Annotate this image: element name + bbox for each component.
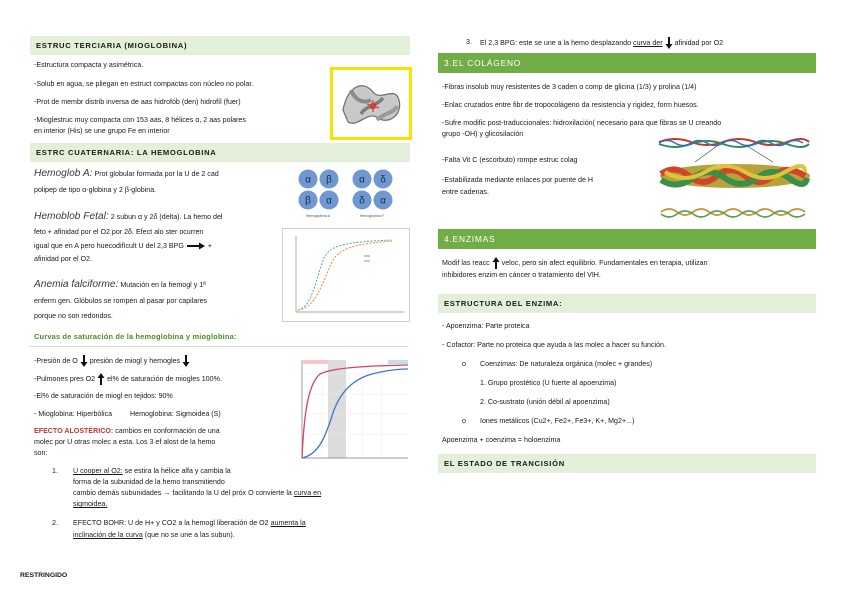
text: el% de saturación de miogles 100%. <box>107 374 222 383</box>
item-number: 2. <box>52 519 58 527</box>
text-line: -Solub en agua, se pliegan en estruct compactas con núcleo no polar. <box>34 80 254 88</box>
arrow-down-icon <box>182 355 190 367</box>
fetal-line-1 <box>34 212 223 222</box>
text: Modif las reacc <box>442 258 490 267</box>
estructura-sub-1: 1. Grupo prostético (U fuerte al apoenzima) <box>480 379 617 387</box>
bullet-icon: o <box>462 417 466 425</box>
text-underlined: inclinación de la curva <box>73 531 143 539</box>
subunit-label: β <box>305 195 311 207</box>
hemoglobin-subunits-diagram <box>296 167 412 219</box>
term-union-cooperativa: U cooper al O2: <box>73 467 123 475</box>
term-anemia-falciforme: Anemia falciforme: <box>34 279 119 290</box>
item-number: 1. <box>52 467 58 475</box>
estructura-sub-2: 2. Co-sustrato (unión débil al apoenzima) <box>480 398 610 406</box>
hba-line-1 <box>34 169 219 179</box>
arrow-up-icon <box>97 373 105 385</box>
text-underlined: curva en <box>293 489 322 497</box>
text: se estira la hélice alfa y cambia la <box>124 467 231 475</box>
section-title: 3.EL COLÁGENO <box>444 58 522 68</box>
text: (que no se une a las subun). <box>144 531 235 539</box>
enzimas-line-1 <box>442 257 708 269</box>
anemia-line-2: enferm gen. Glóbulos se rompen al pasar por capilares <box>34 297 208 305</box>
arrow-down-icon <box>80 355 88 367</box>
saturation-curves-chart <box>292 354 410 470</box>
myoglobin-structure-image <box>330 67 412 140</box>
curvas-line-3: -El% de saturación de miogl en tejidos: 90% <box>34 392 173 400</box>
section-title: 4.ENZIMAS <box>444 234 496 244</box>
arrow-right-icon <box>186 242 206 250</box>
text: -Presión de O <box>34 356 78 365</box>
text: Hemoglobina: Sigmoidea (S) <box>130 410 221 418</box>
efecto-item-1-line-1 <box>73 466 231 476</box>
section-header-cuaternaria <box>30 143 410 162</box>
item3-number: 3. <box>466 38 472 46</box>
hba-line-2: polipep de tipo α-globina y 2 β-globina. <box>34 186 157 194</box>
arrow-up-icon <box>492 257 500 269</box>
text-underlined: curva der <box>633 38 663 47</box>
colageno-line-3: -Sufre modific post-traduccionales: hidroxilación( necesario para que fibras se U creando <box>442 119 722 127</box>
anemia-line-3: porque no son redondos. <box>34 312 113 320</box>
fetal-line-2: feto + afinidad por el O2 por 2δ. Efect alo ster ocurren <box>34 228 204 236</box>
section-title: ESTRUC TERCIARIA (MIOGLOBINA) <box>36 41 188 50</box>
text: cambios en conformación de una <box>115 427 220 435</box>
subunit-label: α <box>305 174 311 186</box>
divider <box>30 346 408 347</box>
text: El 2,3 BPG: este se une a la hemo desplazando <box>480 38 632 47</box>
legend-hemoglobina-a: Hemoglobina A <box>305 214 331 218</box>
efecto-item-1-line-3 <box>73 488 321 498</box>
efecto-line-1 <box>34 426 220 436</box>
text: - Mioglobina: Hiperbólica <box>34 410 113 418</box>
section-title: EL ESTADO DE TRANCISIÓN <box>444 459 565 468</box>
efecto-item-2-line-2 <box>73 530 235 540</box>
text-line: -Prot de membr distrib inversa de aas hidrofób (den) hidrofíl (fuer) <box>34 98 241 106</box>
text-underlined: aumenta la <box>270 519 306 527</box>
subunit-label: δ <box>380 174 386 186</box>
efecto-item-1-line-2: forma de la subunidad de la hemo transmitiendo <box>73 478 225 486</box>
curvas-line-4 <box>34 409 221 419</box>
text: EFECTO BOHR: U de H+ y CO2 a la hemogl liberación de O2 <box>73 519 269 527</box>
colageno-line-7: entre cadenas. <box>442 188 489 196</box>
colageno-line-1: -Fibras insolub muy resistentes de 3 caden α comp de glicina (1/3) y prolina (1/4) <box>442 83 697 91</box>
text: igual que en A pero huecodifícult U del 2,3 BPG <box>34 242 184 250</box>
section-title: ESTRC CUATERNARIA: LA HEMOGLOBINA <box>36 148 217 157</box>
section-header-colageno <box>438 53 816 73</box>
text: 2 subun α y 2δ (delta). La hemo del <box>110 213 223 221</box>
colageno-line-2: -Enlac cruzados entre fibr de tropocolágeno da resistencia y rigidez, form huesos. <box>442 101 699 109</box>
bullet-icon: o <box>462 360 466 368</box>
text: Prot globular formada por la U de 2 cad <box>94 170 219 178</box>
legend-hemoglobina-f: Hemoglobina F <box>359 214 385 218</box>
term-hemoglobina-fetal: Hemoblob Fetal: <box>34 211 109 222</box>
footer-restringido: RESTRINGIDO <box>20 572 68 579</box>
term-hemoglobina-a: Hemoglob A: <box>34 168 93 179</box>
colageno-line-4: grupo -OH) y glicosilación <box>442 130 524 138</box>
section-header-terciaria <box>30 36 410 55</box>
estructura-bullet-1: Coenzimas: De naturaleza orgánica (molec + grandes) <box>480 360 653 368</box>
efecto-line-2: molec por U otras molec a esta. Los 3 ef alost de la hemo <box>34 438 216 446</box>
subunit-label: α <box>359 174 365 186</box>
term-efecto-alosterico: EFECTO ALOSTÉRICO: <box>34 427 114 435</box>
text: veloc, pero sin afect equilibrio. Fundamentales en terapia, utilizan <box>501 258 708 267</box>
colageno-line-6: -Estabilizada mediante enlaces por puente de H <box>442 176 594 184</box>
text: cambio demás subunidades → facilitando la U del próx O convierte la <box>73 489 292 497</box>
estructura-bullet-2: Iones metálicos (Cu2+, Fe2+, Fe3+, K+, Mg2+...) <box>480 417 635 425</box>
estructura-line-1: - Apoenzima: Parte proteica <box>442 322 530 330</box>
section-header-transicion <box>438 454 816 473</box>
curvas-title: Curvas de saturación de la hemoglobina y mioglobina: <box>34 332 237 341</box>
efecto-line-3: son: <box>34 449 48 457</box>
efecto-item-1-line-4: sigmoidea. <box>73 500 108 508</box>
subunit-label: β <box>326 174 332 186</box>
fetal-line-4: afinidad por el O2. <box>34 255 92 263</box>
item3-line <box>480 37 723 49</box>
section-title: ESTRUCTURA DEL ENZIMA: <box>444 299 563 308</box>
anemia-line-1 <box>34 280 206 290</box>
text-line: en interior (His) se une grupo Fe en interior <box>34 127 170 135</box>
text: presión de miogl y hemogles <box>89 356 181 365</box>
section-header-estructura <box>438 294 816 313</box>
text-line: -Mioglestruc muy compacta con 153 aas, 8 hélices α, 2 aas polares <box>34 116 246 124</box>
efecto-item-2-line-1 <box>73 518 306 528</box>
text: Mutación en la hemogl y 1ª <box>120 281 206 289</box>
curvas-line-2 <box>34 373 222 385</box>
curvas-line-1 <box>34 355 190 367</box>
text: -Pulmones pres O2 <box>34 374 96 383</box>
subunit-label: δ <box>359 195 365 207</box>
collagen-fiber-illustration <box>655 134 811 224</box>
section-header-enzimas <box>438 229 816 249</box>
fetal-saturation-chart <box>282 228 410 322</box>
text: + <box>207 242 212 250</box>
subunit-label: α <box>326 195 332 207</box>
enzimas-line-2: inhibidores enzim en cáncer o tratamiento del VIH. <box>442 271 601 279</box>
arrow-down-icon <box>665 37 673 49</box>
fetal-line-3 <box>34 241 212 251</box>
text: afinidad por O2 <box>674 38 724 47</box>
colageno-line-5: -Falta Vit C (escorbuto) rompe estruc colag <box>442 156 578 164</box>
text-line: -Estructura compacta y asimétrica. <box>34 61 144 69</box>
estructura-formula: Apoenzima + coenzima = holoenzima <box>442 436 561 444</box>
estructura-line-2: - Cofactor: Parte no proteica que ayuda a las molec a hacer su función. <box>442 341 666 349</box>
subunit-label: α <box>380 195 386 207</box>
